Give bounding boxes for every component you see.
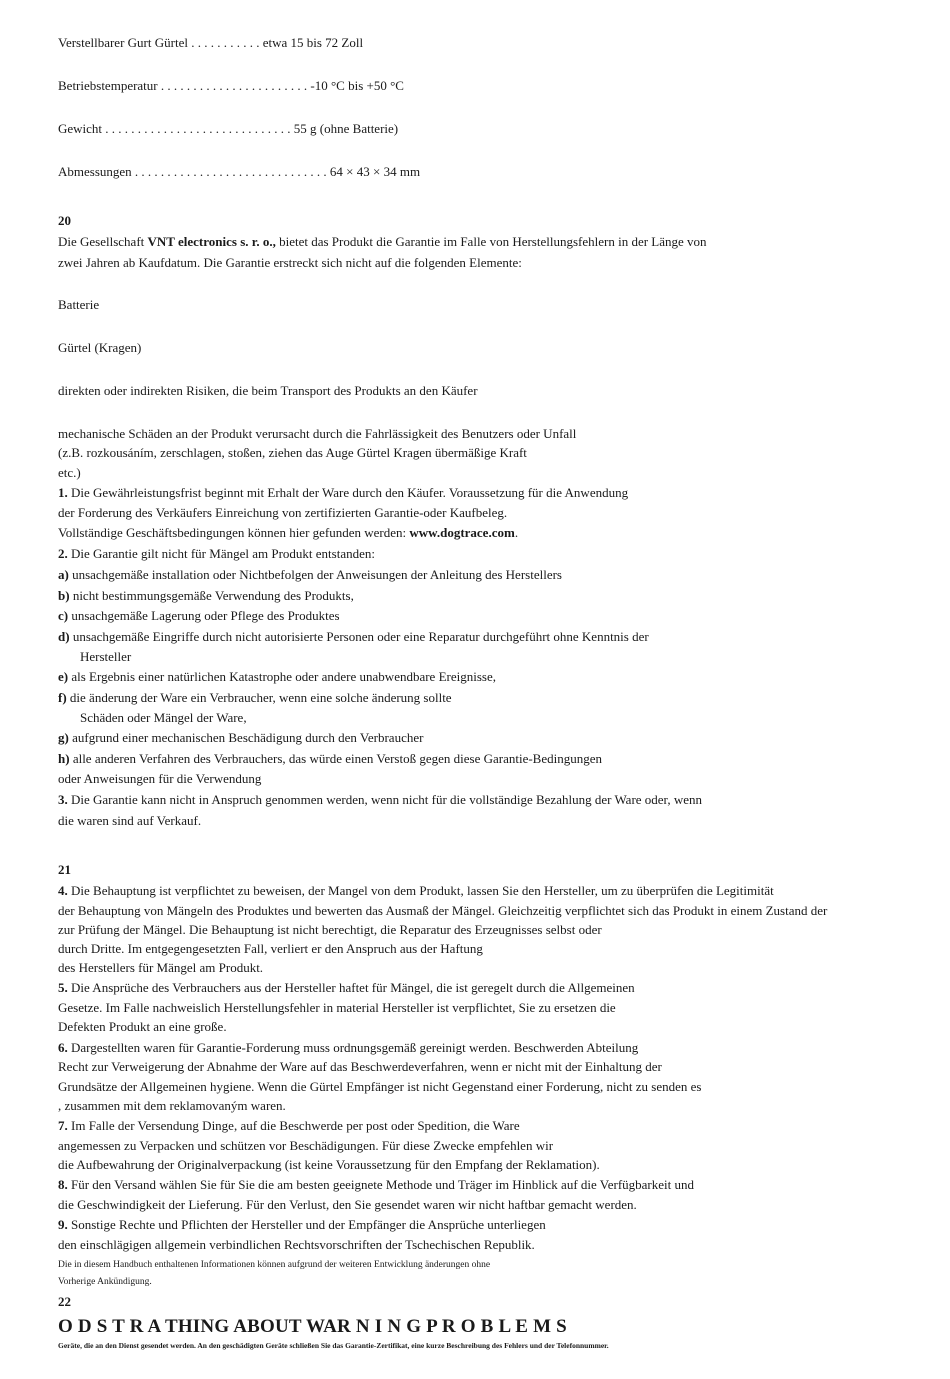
- clause-2-item-f-cont: Schäden oder Mängel der Ware,: [80, 710, 247, 725]
- excluded-item-mechanical: mechanische Schäden an der Produkt verursacht durch die Fahrlässigkeit des Benutzers oder Unfall: [58, 426, 577, 441]
- clause-5: 5. Die Ansprüche des Verbrauchers aus der Hersteller haftet für Mängel, die ist geregelt durch die Allgemeinen: [58, 980, 635, 995]
- clause-4-line-4: durch Dritte. Im entgegengesetzten Fall, verliert er den Anspruch aus der Haftung: [58, 941, 483, 956]
- clause-4-line-2: der Behauptung von Mängeln des Produktes und bewerten das Ausmaß der Mängel. Gleichzeitig verpflichtet sich das Produkt in einem Zustand der: [58, 903, 828, 918]
- disclaimer-note-cont: Vorherige Ankündigung.: [58, 1277, 152, 1287]
- clause-2-item-b: b) nicht bestimmungsgemäße Verwendung des Produkts,: [58, 588, 354, 603]
- spec-line-dimensions: Abmessungen . . . . . . . . . . . . . . . . . . . . . . . . . . . . . . 64 × 43 × 34 mm: [58, 164, 421, 179]
- excluded-item-transport: direkten oder indirekten Risiken, die beim Transport des Produkts an den Käufer: [58, 383, 478, 398]
- clause-2: 2. Die Garantie gilt nicht für Mängel am Produkt entstanden:: [58, 546, 375, 561]
- excluded-item-battery: Batterie: [58, 297, 100, 312]
- spec-line-temperature: Betriebstemperatur . . . . . . . . . . . . . . . . . . . . . . . -10 °C bis +50 °C: [58, 78, 404, 93]
- warranty-intro: Die Gesellschaft VNT electronics s. r. o., bietet das Produkt die Garantie im Falle von Herstellungsfehlern in der Länge von: [58, 234, 707, 249]
- excluded-item-collar: Gürtel (Kragen): [58, 340, 142, 355]
- clause-8: 8. Für den Versand wählen Sie für Sie die am besten geeignete Methode und Träger im Hinblick auf die Verfügbarkeit und: [58, 1177, 695, 1192]
- clause-2-item-g: g) aufgrund einer mechanischen Beschädigung durch den Verbraucher: [58, 730, 424, 745]
- clause-3: 3. Die Garantie kann nicht in Anspruch genommen werden, wenn nicht für die vollständige Bezahlung der Ware oder, wenn: [58, 792, 703, 807]
- clause-1: 1. Die Gewährleistungsfrist beginnt mit Erhalt der Ware durch den Käufer. Voraussetzung für die Anwendung: [58, 485, 629, 500]
- clause-2-item-d: d) unsachgemäße Eingriffe durch nicht autorisierte Personen oder eine Reparatur durchgeführt ohne Kenntnis der: [58, 629, 649, 644]
- clause-7-line-2: angemessen zu Verpacken und schützen vor Beschädigungen. Für diese Zwecke empfehlen wir: [58, 1138, 554, 1153]
- clause-5-line-3: Defekten Produkt an eine große.: [58, 1019, 227, 1034]
- clause-4: 4. Die Behauptung ist verpflichtet zu beweisen, der Mangel von dem Produkt, lassen Sie den Hersteller, um zu überprüfen die Legitimität: [58, 883, 774, 898]
- clause-2-item-f: f) die änderung der Ware ein Verbraucher, wenn eine solche änderung sollte: [58, 690, 452, 705]
- clause-2-item-c: c) unsachgemäße Lagerung oder Pflege des Produktes: [58, 608, 340, 623]
- page-number-21: 21: [58, 862, 71, 877]
- disclaimer-note: Die in diesem Handbuch enthaltenen Informationen können aufgrund der weiteren Entwicklung änderungen ohne: [58, 1260, 491, 1270]
- page-number-22: 22: [58, 1294, 71, 1309]
- spec-line-belt: Verstellbarer Gurt Gürtel . . . . . . . . . . . etwa 15 bis 72 Zoll: [58, 35, 364, 50]
- clause-9: 9. Sonstige Rechte und Pflichten der Hersteller und der Empfänger die Ansprüche unterliegen: [58, 1217, 546, 1232]
- warranty-intro-cont: zwei Jahren ab Kaufdatum. Die Garantie erstreckt sich nicht auf die folgenden Elemente:: [58, 255, 522, 270]
- clause-7-line-3: die Aufbewahrung der Originalverpackung (ist keine Voraussetzung für den Empfang der Reklamation).: [58, 1157, 600, 1172]
- clause-1-terms: Vollständige Geschäftsbedingungen können hier gefunden werden: www.dogtrace.com.: [58, 525, 519, 540]
- clause-6: 6. Dargestellten waren für Garantie-Forderung muss ordnungsgemäß gereinigt werden. Beschwerden Abteilung: [58, 1040, 639, 1055]
- section-heading: O D S T R A THING ABOUT WAR N I N G P R O B L E M S: [58, 1316, 567, 1337]
- excluded-item-mechanical-end: etc.): [58, 465, 81, 480]
- page-number-20: 20: [58, 213, 71, 228]
- clause-2-item-e: e) als Ergebnis einer natürlichen Katastrophe oder andere unabwendbare Ereignisse,: [58, 669, 496, 684]
- clause-2-item-h-cont: oder Anweisungen für die Verwendung: [58, 771, 262, 786]
- clause-5-line-2: Gesetze. Im Falle nachweislich Herstellungsfehler in material Hersteller ist verpflichtet, Sie zu ersetzen die: [58, 1000, 616, 1015]
- excluded-item-mechanical-cont: (z.B. rozkousáním, zerschlagen, stoßen, ziehen das Auge Gürtel Kragen übermäßige Kraft: [58, 445, 527, 460]
- clause-3-cont: die waren sind auf Verkauf.: [58, 813, 202, 828]
- clause-2-item-a: a) unsachgemäße installation oder Nichtbefolgen der Anweisungen der Anleitung des Herstellers: [58, 567, 562, 582]
- clause-2-item-d-cont: Hersteller: [80, 649, 132, 664]
- clause-1-cont: der Forderung des Verkäufers Einreichung von zertifizierten Garantie-oder Kaufbeleg.: [58, 505, 508, 520]
- spec-line-weight: Gewicht . . . . . . . . . . . . . . . . . . . . . . . . . . . . . 55 g (ohne Batterie): [58, 121, 399, 136]
- clause-4-line-5: des Herstellers für Mängel am Produkt.: [58, 960, 264, 975]
- clause-7: 7. Im Falle der Versendung Dinge, auf die Beschwerde per post oder Spedition, die Ware: [58, 1118, 520, 1133]
- clause-9-line-2: den einschlägigen allgemein verbindlichen Rechtsvorschriften der Tschechischen Republik.: [58, 1237, 535, 1252]
- clause-6-line-4: , zusammen mit dem reklamovaným waren.: [58, 1098, 286, 1113]
- company-name: VNT electronics s. r. o.,: [147, 234, 276, 249]
- clause-6-line-3: Grundsätze der Allgemeinen hygiene. Wenn die Gürtel Empfänger ist nicht Gegenstand einer Forderung, nicht zu senden es: [58, 1079, 702, 1094]
- clause-8-line-2: die Geschwindigkeit der Lieferung. Für den Verlust, den Sie gesendet waren wir nicht haftbar gemacht werden.: [58, 1197, 637, 1212]
- clause-4-line-3: zur Prüfung der Mängel. Die Behauptung ist nicht berechtigt, die Reparatur des Erzeugnisses selbst oder: [58, 922, 602, 937]
- clause-6-line-2: Recht zur Verweigerung der Abnahme der Ware auf das Beschwerdeverfahren, wenn er nicht mit der Einhaltung der: [58, 1059, 662, 1074]
- website-link[interactable]: www.dogtrace.com: [409, 525, 515, 540]
- service-instructions: Geräte, die an den Dienst gesendet werden. An den geschädigten Geräte schließen Sie das Garantie-Zertifikat, eine kurze Beschreibung des Fehlers und der Telefonnummer.: [58, 1341, 609, 1350]
- clause-2-item-h: h) alle anderen Verfahren des Verbrauchers, das würde einen Verstoß gegen diese Garantie-Bedingungen: [58, 751, 602, 766]
